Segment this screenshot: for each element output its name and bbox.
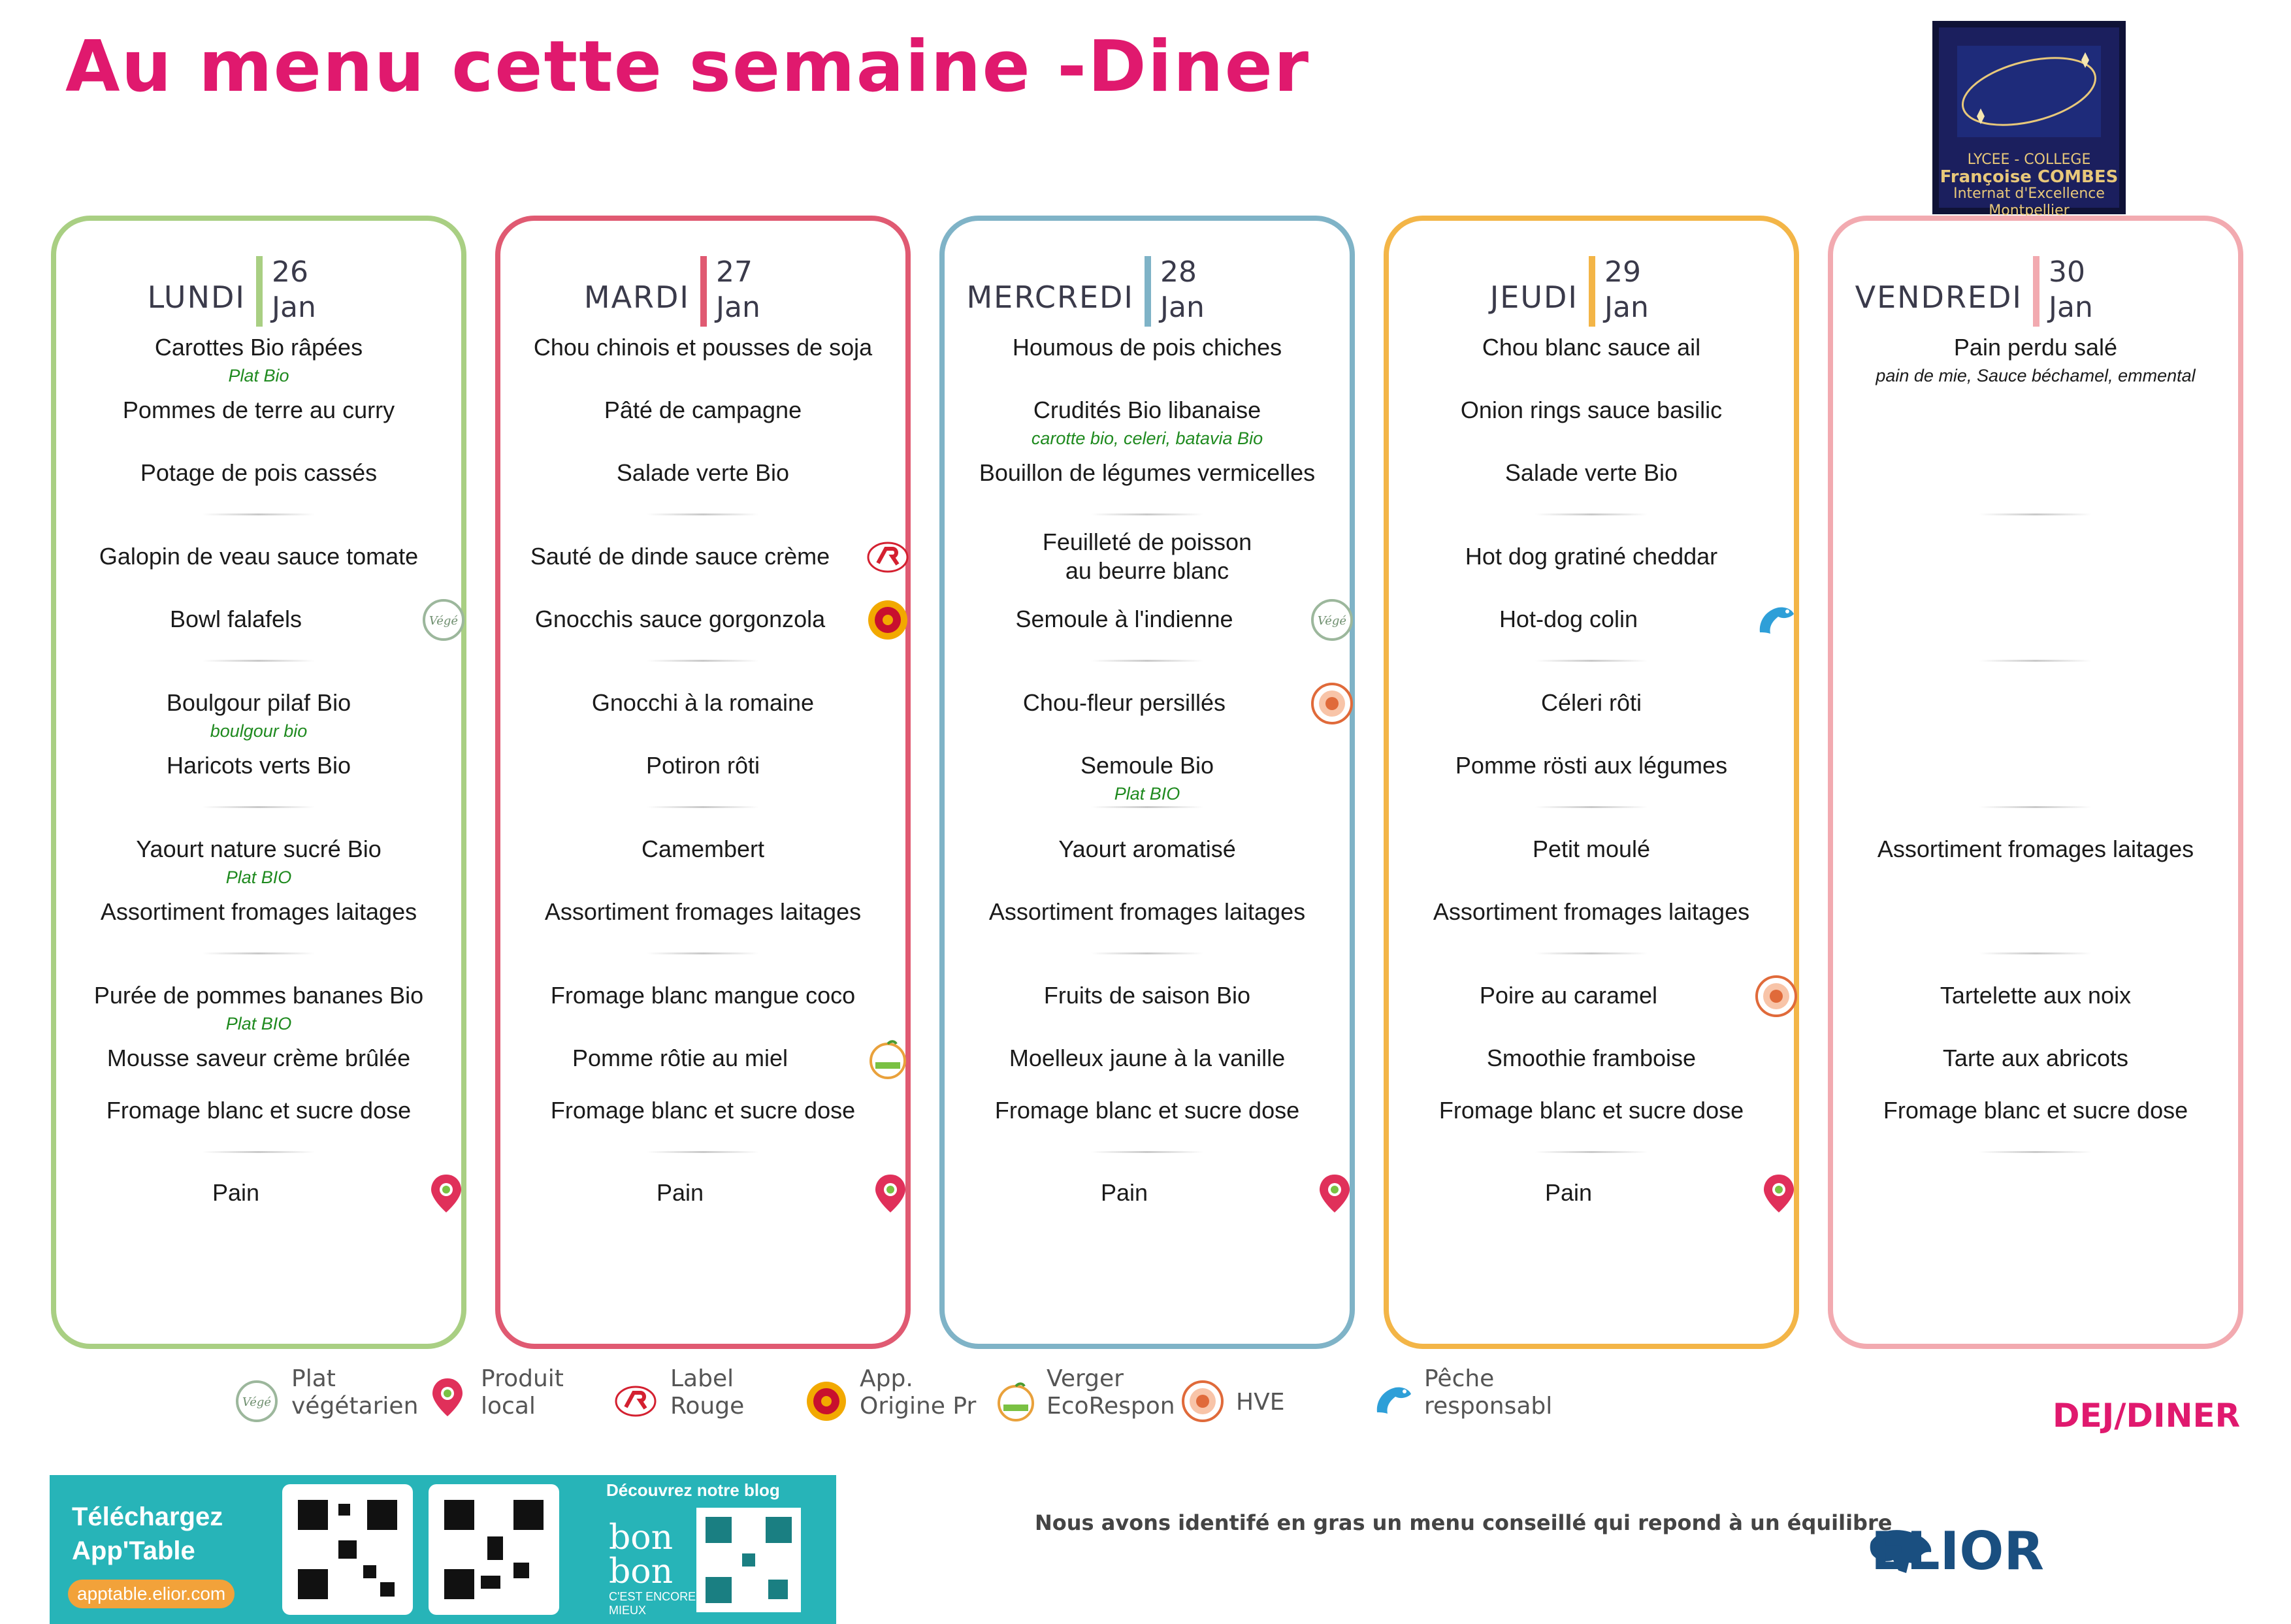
svg-text:Végé: Végé [242, 1395, 272, 1409]
day-column-lundi [51, 216, 466, 1349]
menu-item: Fromage blanc et sucre dose [106, 1097, 412, 1124]
menu-item-note: Plat BIO [225, 1014, 292, 1033]
blog-qr-code[interactable] [696, 1508, 801, 1612]
separator [203, 952, 315, 954]
day-header [1389, 240, 1794, 324]
separator [1091, 952, 1203, 954]
separator [203, 806, 315, 808]
menu-item-note: pain de mie, Sauce béchamel, emmental [1876, 366, 2196, 385]
svg-text:Végé: Végé [1317, 614, 1347, 628]
menu-item: Gnocchi à la romaine [591, 689, 815, 716]
svg-text:Végé: Végé [429, 614, 459, 628]
menu-item: Houmous de pois chiches [1012, 334, 1282, 361]
aop-icon [866, 598, 909, 641]
school-logo [1932, 21, 2126, 219]
menu-item: Onion rings sauce basilic [1460, 397, 1723, 423]
label-rouge-icon [614, 1380, 657, 1423]
separator [203, 660, 315, 662]
separator [1535, 806, 1648, 808]
menu-item: Pomme rôtie au miel [572, 1045, 788, 1071]
menu-item: Poire au caramel [1479, 982, 1658, 1009]
local-product-icon [869, 1172, 912, 1215]
separator [1535, 660, 1648, 662]
menu-item: Carottes Bio râpées [154, 334, 363, 361]
menu-item: Feuilleté de poisson [1042, 528, 1252, 555]
local-product-icon [1757, 1172, 1800, 1215]
menu-item: Pain [212, 1179, 260, 1206]
app-banner[interactable] [50, 1475, 836, 1624]
day-name: LUNDI [147, 280, 246, 315]
separator [1535, 1151, 1648, 1153]
separator [1091, 660, 1203, 662]
play-store-qr-code[interactable] [429, 1484, 559, 1615]
day-date: 29 Jan [1604, 255, 1649, 324]
day-header [56, 240, 461, 324]
menu-item-note: Plat BIO [1114, 784, 1180, 804]
day-date: 30 Jan [2049, 255, 2093, 324]
menu-item: Gnocchis sauce gorgonzola [534, 606, 826, 632]
day-name: MERCREDI [966, 280, 1134, 315]
menu-item: au beurre blanc [1065, 557, 1229, 584]
banner-text: Téléchargez App'Table [72, 1502, 223, 1565]
blog-tagline: C'EST ENCORE MIEUX [609, 1590, 696, 1617]
menu-item-note: boulgour bio [210, 721, 308, 741]
menu-item: Chou-fleur persillés [1022, 689, 1226, 716]
vegetarian-icon [422, 598, 465, 641]
menu-item: Salade verte Bio [616, 459, 790, 486]
app-store-qr-code[interactable] [282, 1484, 413, 1615]
separator [1091, 1151, 1203, 1153]
verger-ecoresponsable-icon [994, 1380, 1037, 1423]
menu-item: Assortiment fromages laitages [1877, 836, 2194, 862]
vegetarian-icon [1310, 598, 1354, 641]
legend-verger: Verger EcoRespon [1047, 1365, 1175, 1420]
separator [647, 952, 759, 954]
menu-item: Chou chinois et pousses de soja [533, 334, 873, 361]
menu-item: Pain [1100, 1179, 1148, 1206]
day-divider [256, 256, 263, 327]
hve-icon [1181, 1380, 1224, 1423]
menu-item: Assortiment fromages laitages [1433, 898, 1750, 925]
separator [1979, 952, 2092, 954]
day-header [500, 240, 905, 324]
menu-item: Pain [656, 1179, 704, 1206]
menu-item: Yaourt nature sucré Bio [136, 836, 382, 862]
menu-item: Fromage blanc et sucre dose [550, 1097, 856, 1124]
menu-item: Hot-dog colin [1499, 606, 1638, 632]
dej-diner-label: DEJ/DINER [2053, 1397, 2241, 1435]
aop-icon [805, 1380, 848, 1423]
local-product-icon [1313, 1172, 1356, 1215]
separator [1979, 1151, 2092, 1153]
menu-item: Potage de pois cassés [140, 459, 378, 486]
menu-item: Smoothie framboise [1486, 1045, 1697, 1071]
day-date: 26 Jan [272, 255, 316, 324]
hve-icon [1755, 975, 1798, 1018]
separator [1979, 660, 2092, 662]
menu-item: Sauté de dinde sauce crème [530, 543, 830, 570]
menu-item: Galopin de veau sauce tomate [99, 543, 419, 570]
vegetarian-icon [235, 1380, 278, 1423]
separator [1535, 513, 1648, 515]
hve-icon [1310, 682, 1354, 725]
menu-item: Fromage blanc et sucre dose [994, 1097, 1300, 1124]
menu-item: Haricots verts Bio [166, 752, 351, 779]
separator [203, 1151, 315, 1153]
day-divider [1145, 256, 1151, 327]
menu-item: Potiron rôti [645, 752, 760, 779]
blog-label: Découvrez notre blog [606, 1480, 780, 1500]
menu-item: Tartelette aux noix [1940, 982, 2132, 1009]
menu-item: Céleri rôti [1540, 689, 1642, 716]
menu-item: Mousse saveur crème brûlée [106, 1045, 411, 1071]
banner-url[interactable]: apptable.elior.com [68, 1580, 235, 1608]
local-product-icon [425, 1172, 468, 1215]
elior-logo: ELIOR [1871, 1521, 2044, 1582]
separator [647, 660, 759, 662]
day-name: MARDI [583, 280, 690, 315]
day-divider [700, 256, 707, 327]
menu-item: Pain perdu salé [1953, 334, 2118, 361]
day-date: 28 Jan [1160, 255, 1205, 324]
verger-ecoresponsable-icon [866, 1037, 909, 1080]
separator [203, 513, 315, 515]
menu-item: Assortiment fromages laitages [544, 898, 862, 925]
menu-item: Moelleux jaune à la vanille [1009, 1045, 1286, 1071]
menu-item: Chou blanc sauce ail [1482, 334, 1701, 361]
menu-item: Yaourt aromatisé [1058, 836, 1236, 862]
day-header [1833, 240, 2238, 324]
menu-item: Pommes de terre au curry [122, 397, 395, 423]
separator [1979, 806, 2092, 808]
menu-item: Salade verte Bio [1504, 459, 1678, 486]
legend-aop: App. Origine Pr [860, 1365, 977, 1420]
menu-item: Fromage blanc et sucre dose [1883, 1097, 2188, 1124]
menu-item-note: carotte bio, celeri, batavia Bio [1031, 429, 1263, 448]
menu-item: Bowl falafels [169, 606, 302, 632]
fish-icon [1752, 594, 1795, 638]
menu-item: Hot dog gratiné cheddar [1465, 543, 1718, 570]
menu-item: Petit moulé [1532, 836, 1651, 862]
menu-item: Bouillon de légumes vermicelles [979, 459, 1316, 486]
day-column-vendredi [1828, 216, 2243, 1349]
legend-local: Produit local [481, 1365, 564, 1420]
menu-item: Semoule Bio [1080, 752, 1214, 779]
logo-emblem [1957, 46, 2101, 137]
separator [1979, 513, 2092, 515]
day-divider [1589, 256, 1595, 327]
local-product-icon [426, 1376, 469, 1419]
day-name: VENDREDI [1855, 280, 2023, 315]
fish-icon [1369, 1374, 1412, 1418]
menu-item: Assortiment fromages laitages [988, 898, 1306, 925]
day-column-mercredi [939, 216, 1355, 1349]
legend-hve: HVE [1236, 1389, 1285, 1416]
day-column-mardi [495, 216, 911, 1349]
bonbon-logo: bon bon [609, 1518, 674, 1591]
footer-note: Nous avons identifé en gras un menu conseillé qui repond à un équilibre [1035, 1510, 1893, 1535]
menu-item: Tarte aux abricots [1942, 1045, 2129, 1071]
separator [647, 806, 759, 808]
separator [647, 513, 759, 515]
menu-item: Crudités Bio libanaise [1033, 397, 1261, 423]
menu-item: Assortiment fromages laitages [100, 898, 417, 925]
menu-item: Purée de pommes bananes Bio [93, 982, 424, 1009]
menu-item: Boulgour pilaf Bio [166, 689, 351, 716]
menu-item: Fromage blanc mangue coco [550, 982, 856, 1009]
menu-item-note: Plat Bio [228, 366, 289, 385]
day-date: 27 Jan [716, 255, 760, 324]
separator [1535, 952, 1648, 954]
day-header [945, 240, 1350, 324]
separator [1091, 513, 1203, 515]
menu-item: Camembert [641, 836, 765, 862]
menu-item: Pâté de campagne [604, 397, 802, 423]
legend-vegetarian: Plat végétarien [291, 1365, 419, 1420]
menu-item: Fruits de saison Bio [1043, 982, 1251, 1009]
separator [647, 1151, 759, 1153]
menu-item-note: Plat BIO [225, 868, 292, 887]
legend-label-rouge: Label Rouge [670, 1365, 745, 1420]
page-title: Au menu cette semaine -Diner [65, 26, 1310, 108]
school-name: LYCEE - COLLEGE Françoise COMBES Internat d'Excellence Montpellier [1940, 152, 2119, 219]
label-rouge-icon [866, 536, 909, 579]
menu-item: Pain [1544, 1179, 1593, 1206]
day-column-jeudi [1384, 216, 1799, 1349]
menu-item: Fromage blanc et sucre dose [1438, 1097, 1744, 1124]
day-name: JEUDI [1489, 280, 1578, 315]
day-divider [2033, 256, 2039, 327]
legend-peche: Pêche responsabl [1424, 1365, 1553, 1420]
menu-item: Pomme rösti aux légumes [1455, 752, 1728, 779]
menu-item: Semoule à l'indienne [1015, 606, 1233, 632]
separator [1091, 806, 1203, 808]
